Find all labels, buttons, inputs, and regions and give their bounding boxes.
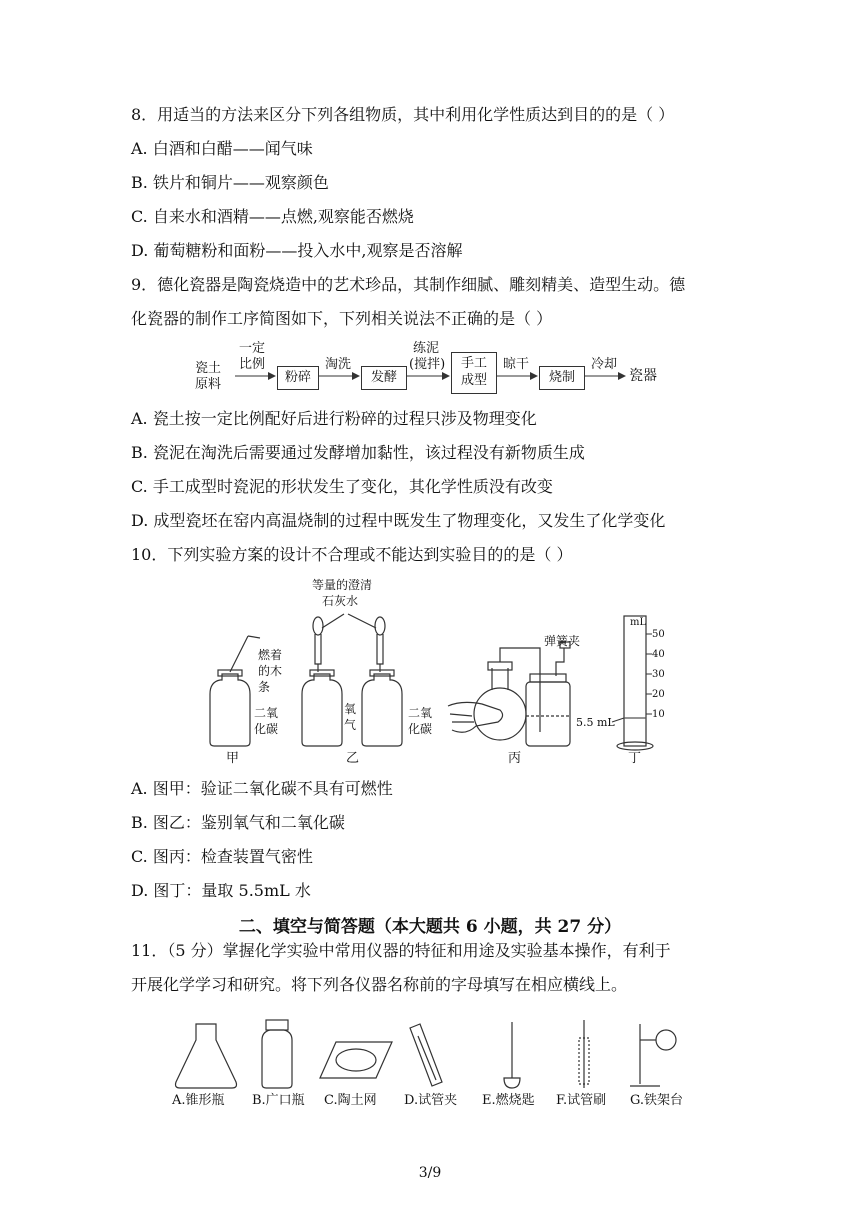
cylinder-unit: mL	[630, 617, 647, 628]
q9-option-a: A. 瓷土按一定比例配好后进行粉碎的过程只涉及物理变化	[131, 409, 537, 428]
instrument-f: F.试管刷	[556, 1093, 607, 1108]
instrument-d: D.试管夹	[404, 1093, 458, 1108]
flow-box-ferment: 发酵	[361, 366, 407, 390]
cylinder-tick-50: 50	[652, 629, 665, 640]
cylinder-tick-20: 20	[652, 689, 665, 700]
q9-stem-line2: 化瓷器的制作工序简图如下，下列相关说法不正确的是（ ）	[131, 309, 553, 328]
flow-box-shape-line1: 手工	[460, 356, 487, 371]
flow-step4-label: 晾干	[503, 357, 530, 372]
flow-step3-label-1: 练泥	[413, 341, 440, 356]
yi-co2-label-1: 二氧	[408, 706, 433, 720]
flow-step1-label-2: 比例	[239, 357, 266, 372]
instrument-e: E.燃烧匙	[482, 1093, 535, 1108]
oxygen-label-1: 氧	[344, 702, 357, 716]
q11-stem-line2: 开展化学学习和研究。将下列各仪器名称前的字母填写在相应横线上。	[131, 975, 628, 994]
flow-step5-label: 冷却	[591, 357, 618, 372]
flow-step2-label: 淘洗	[325, 357, 352, 372]
flow-step1-label-1: 一定	[239, 341, 266, 356]
instrument-b: B.广口瓶	[252, 1093, 305, 1108]
flow-raw-label-2: 原料	[195, 377, 222, 392]
burning-label-1: 燃着	[258, 648, 283, 662]
instrument-c: C.陶土网	[324, 1093, 377, 1108]
flow-step3-label-2: (搅拌)	[409, 357, 446, 372]
section-title: 二、填空与简答题（本大题共 6 小题，共 27 分）	[238, 917, 622, 937]
q10-option-d: D. 图丁：量取 5.5mL 水	[131, 881, 311, 900]
q11-stem-line1: 11．（5 分）掌握化学实验中常用仪器的特征和用途及实验基本操作，有利于	[131, 941, 671, 960]
flow-raw-label-1: 瓷土	[195, 361, 222, 376]
flow-box-fire: 烧制	[539, 366, 585, 390]
q10-option-a: A. 图甲：验证二氧化碳不具有可燃性	[131, 779, 393, 798]
caption-ding: 丁	[628, 751, 642, 766]
instrument-g: G.铁架台	[630, 1093, 684, 1108]
q8-option-d: D. 葡萄糖粉和面粉——投入水中,观察是否溶解	[131, 241, 463, 260]
q8-option-b: B. 铁片和铜片——观察颜色	[131, 173, 329, 192]
q9-stem-line1: 9．德化瓷器是陶瓷烧造中的艺术珍品，其制作细腻、雕刻精美、造型生动。德	[131, 275, 686, 294]
caption-jia: 甲	[226, 751, 240, 766]
cylinder-tick-40: 40	[652, 649, 665, 660]
clamp-label: 弹簧夹	[544, 634, 581, 648]
oxygen-label-2: 气	[344, 718, 357, 732]
q9-option-d: D. 成型瓷坯在窑内高温烧制的过程中既发生了物理变化，又发生了化学变化	[131, 511, 666, 530]
caption-bing: 丙	[508, 751, 522, 766]
q9-option-c: C. 手工成型时瓷泥的形状发生了变化，其化学性质没有改变	[131, 477, 553, 496]
experiment-figure	[200, 576, 670, 768]
burning-label-2: 的木	[258, 664, 283, 678]
q8-option-a: A. 白酒和白醋——闻气味	[131, 139, 313, 158]
burning-label-3: 条	[258, 680, 271, 694]
caption-yi: 乙	[346, 751, 360, 766]
q8-option-c: C. 自来水和酒精——点燃,观察能否燃烧	[131, 207, 414, 226]
cylinder-reading: 5.5 mL	[576, 716, 615, 729]
q10-option-c: C. 图丙：检查装置气密性	[131, 847, 313, 866]
instrument-a: A.锥形瓶	[172, 1093, 225, 1108]
yi-co2-label-2: 化碳	[408, 722, 433, 736]
limewater-label-2: 石灰水	[322, 594, 359, 608]
instrument-drawing	[170, 1016, 710, 1092]
page-number: 3/9	[418, 1165, 442, 1181]
q10-option-b: B. 图乙：鉴别氧气和二氧化碳	[131, 813, 345, 832]
cylinder-tick-10: 10	[652, 709, 665, 720]
jia-co2-label-1: 二氧	[254, 706, 279, 720]
process-flow-diagram	[195, 338, 675, 398]
jia-co2-label-2: 化碳	[254, 722, 279, 736]
flow-box-shape-line2: 成型	[460, 373, 487, 388]
cylinder-tick-30: 30	[652, 669, 665, 680]
instrument-figure	[170, 1016, 710, 1116]
q8-stem: 8．用适当的方法来区分下列各组物质，其中利用化学性质达到目的的是（ ）	[131, 105, 675, 124]
flow-end-label: 瓷器	[629, 368, 657, 384]
q9-option-b: B. 瓷泥在淘洗后需要通过发酵增加黏性，该过程没有新物质生成	[131, 443, 585, 462]
flow-box-crush: 粉碎	[277, 366, 319, 390]
q10-stem: 10．下列实验方案的设计不合理或不能达到实验目的的是（ ）	[131, 545, 573, 564]
limewater-label-1: 等量的澄清	[312, 578, 373, 592]
flow-box-shape	[451, 352, 497, 394]
